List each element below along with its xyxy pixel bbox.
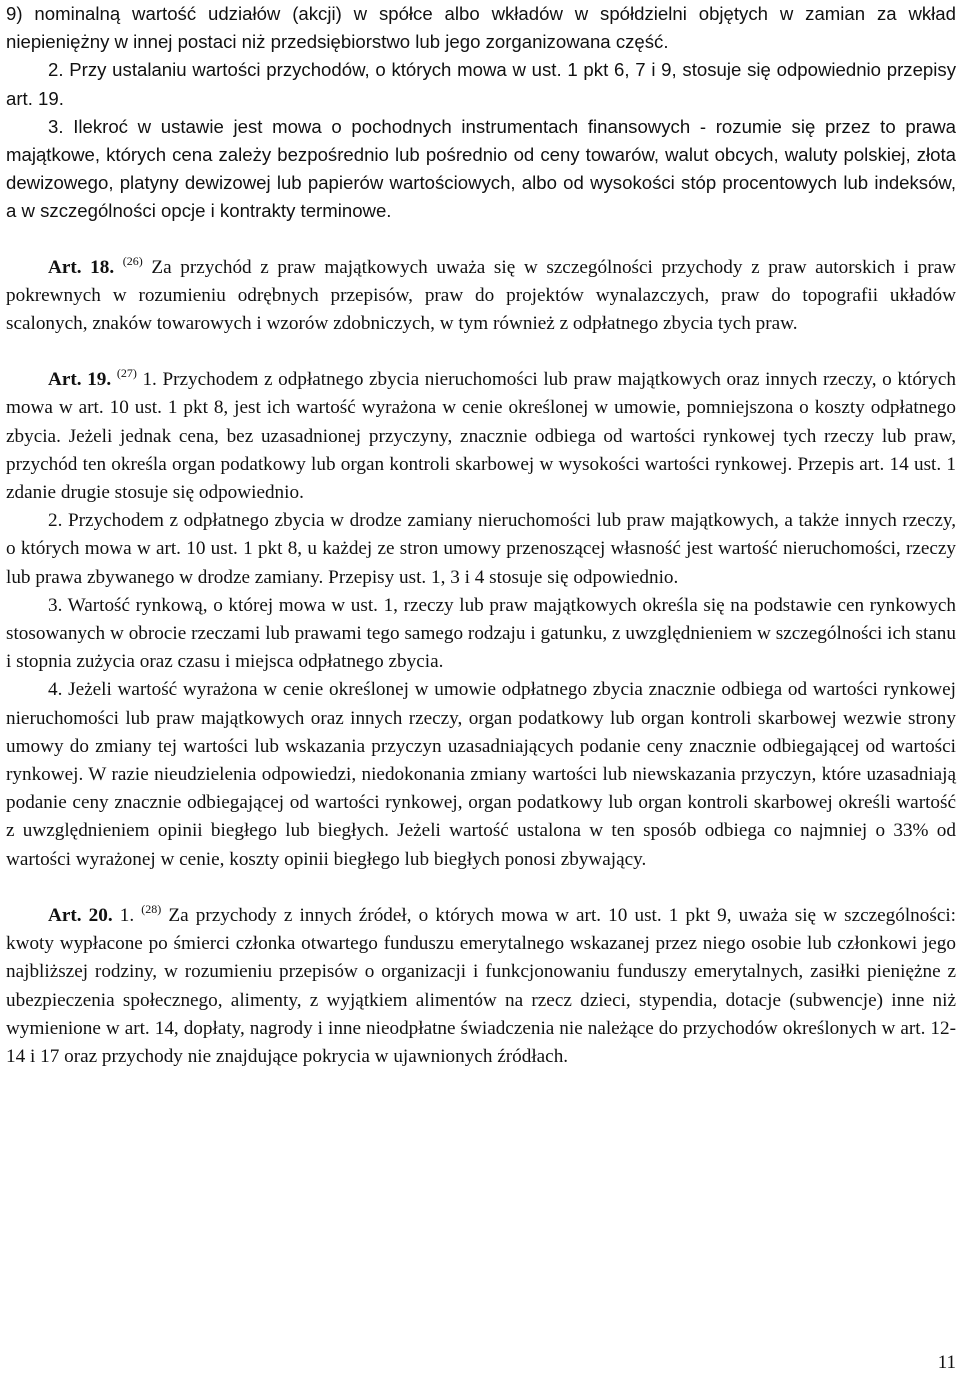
article-20 bbox=[6, 902, 956, 1071]
page-number: 11 bbox=[937, 1352, 956, 1373]
document-page bbox=[6, 0, 956, 1380]
article-19-text: 1. Przychodem z odpłatnego zbycia nieruchomości lub praw majątkowych oraz innych rzeczy, o których mowa w art. 10 ust. 1 pkt 8, jest ich wartość wyrażona w cenie określonej w umowie, pomniejszona o koszty odpłatnego zbycia. Jeżeli jednak cena, bez uzasadnionej przyczyny, znacznie odbiega od wartości rynkowej tych rzeczy lub praw, przychód ten określa organ podatkowy lub organ kontroli skarbowej w wysokości wartości rynkowej. Przepis art. 14 ust. 1 zdanie drugie stosuje się odpowiednio. bbox=[6, 369, 957, 504]
footnote-ref-26: (26) bbox=[122, 253, 143, 268]
article-19-label: Art. 19. bbox=[48, 369, 112, 391]
article-20-text: Za przychody z innych źródeł, o których mowa w art. 10 ust. 1 pkt 9, uważa się w szczególności: kwoty wypłacone po śmierci członka otwartego funduszu emerytalnego wskazanej przez niego osobie lub członkowi jego najbliższej rodziny, w rozumieniu przepisów o organizacji i funkcjonowaniu funduszy emerytalnych, zasiłki pieniężne z ubezpieczenia społecznego, alimenty, z wyjątkiem alimentów na rzecz dzieci, stypendia, dotacje (subwencje) inne niż wymienione w art. 14, dopłaty, nagrody i inne nieodpłatne świadczenia nie należące do przychodów określonych w art. 12-14 i 17 oraz przychody nie znajdujące pokrycia w ujawnionych źródłach. bbox=[6, 904, 957, 1067]
article-18-text: Za przychód z praw majątkowych uważa się w szczególności przychody z praw autorskich i praw pokrewnych w rozumieniu odrębnych przepisów, praw do projektów wynalazczych, praw do topografii układów scalonych, znaków towarowych i wzorów zdobniczych, w tym również z odpłatnego zbycia tych praw. bbox=[6, 256, 957, 335]
paragraph-ust-2: 2. Przy ustalaniu wartości przychodów, o których mowa w ust. 1 pkt 6, 7 i 9, stosuje się odpowiednio przepisy art. 19. bbox=[6, 59, 956, 109]
footnote-ref-27: (27) bbox=[116, 366, 137, 381]
article-20-label: Art. 20. bbox=[48, 904, 113, 926]
article-19 bbox=[6, 366, 956, 507]
article-18 bbox=[6, 254, 956, 339]
article-19-ust-4: 4. Jeżeli wartość wyrażona w cenie określonej w umowie odpłatnego zbycia znacznie odbiega od wartości rynkowej nieruchomości lub praw majątkowych oraz innych rzeczy, organ podatkowy lub organ kontroli skarbowej wezwie strony umowy do zmiany tej wartości lub wskazania przyczyn uzasadniających podanie ceny znacznie odbiegającej od wartości rynkowej. W razie nieudzielenia odpowiedzi, niedokonania zmiany wartości lub niewskazania przyczyn, które uzasadniają podanie ceny znacznie odbiegającej od wartości rynkowej, organ podatkowy lub organ kontroli skarbowej określi wartość z uwzględnieniem opinii biegłego lub biegłych. Jeżeli wartość ustalona w ten sposób odbiega co najmniej o 33% od wartości wyrażonej w cenie, koszty opinii biegłego lub biegłych ponosi zbywający. bbox=[6, 679, 956, 870]
article-19-ust-2: 2. Przychodem z odpłatnego zbycia w drodze zamiany nieruchomości lub praw majątkowych, a także innych rzeczy, o których mowa w art. 10 ust. 1 pkt 8, u każdej ze stron umowy przenoszącej własność jest wartość nieruchomości, rzeczy lub prawa zbywanego w drodze zamiany. Przepisy ust. 1, 3 i 4 stosuje się odpowiednio. bbox=[6, 510, 956, 588]
article-18-label: Art. 18. bbox=[48, 256, 115, 278]
article-20-ust-number: 1. bbox=[112, 904, 142, 926]
article-19-ust-3: 3. Wartość rynkową, o której mowa w ust. 1, rzeczy lub praw majątkowych określa się na podstawie cen rynkowych stosowanych w obrocie rzeczami lub prawami tego samego rodzaju i gatunku, z uwzględnieniem w szczególności ich stanu i stopnia zużycia oraz czasu i miejsca odpłatnego zbycia. bbox=[6, 594, 956, 673]
paragraph-item-9: 9) nominalną wartość udziałów (akcji) w spółce albo wkładów w spółdzielni objętych w zamian za wkład niepieniężny w innej postaci niż przedsiębiorstwo lub jego zorganizowana część. bbox=[6, 3, 956, 53]
footnote-ref-28: (28) bbox=[141, 901, 162, 916]
paragraph-ust-3-derivatives: 3. Ilekroć w ustawie jest mowa o pochodnych instrumentach finansowych - rozumie się przez to prawa majątkowe, których cena zależy bezpośrednio lub pośrednio od ceny towarów, walut obcych, waluty polskiej, złota dewizowego, platyny dewizowej lub papierów wartościowych, albo od wysokości stóp procentowych lub indeksów, a w szczególności opcje i kontrakty terminowe. bbox=[6, 115, 956, 222]
